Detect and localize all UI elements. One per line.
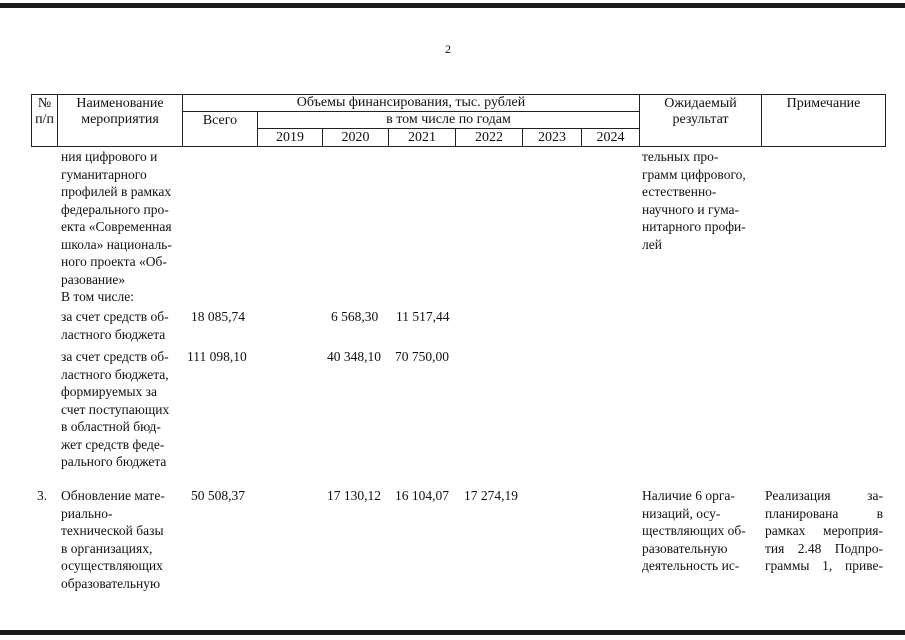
header-year-2022: 2022 [475, 130, 503, 145]
header-year-2020: 2020 [341, 130, 370, 145]
cont-result-line: научного и гума- [642, 201, 740, 217]
row3-2021: 16 104,07 [395, 488, 449, 503]
row3-result-line: разовательную [642, 540, 728, 556]
page-number: 2 [445, 42, 451, 56]
header-year-2019: 2019 [276, 130, 304, 145]
fed-budget-name-line: рального бюджета [61, 454, 167, 469]
reg-budget-2020: 6 568,30 [331, 309, 379, 324]
reg-budget-2021: 11 517,44 [396, 309, 450, 324]
fed-budget-name [61, 348, 169, 471]
header-year-2024: 2024 [596, 130, 625, 145]
row3-2020: 17 130,12 [327, 488, 381, 503]
row3-2022: 17 274,19 [464, 488, 518, 503]
row3-result-line: деятельность ис- [642, 558, 740, 573]
top-border-rule [0, 3, 905, 8]
header-no: № [37, 96, 52, 111]
cont-name-line: ния цифрового и [61, 149, 158, 164]
header-result-sub: результат [672, 112, 729, 127]
header-funding: Объемы финансирования, тыс. рублей [296, 95, 526, 110]
fed-budget-total: 111 098,10 [187, 349, 247, 364]
fed-budget-2021: 70 750,00 [395, 349, 449, 364]
cont-result [642, 148, 746, 253]
fed-budget-name-line: за счет средств об- [61, 349, 169, 364]
row3-result-line: Наличие 6 орга- [642, 488, 735, 503]
cont-name-line: разование» [61, 271, 126, 287]
cont-name-line: школа» националь- [61, 236, 172, 252]
cont-result-line: тельных про- [642, 149, 719, 164]
bottom-border-rule [0, 630, 905, 635]
cont-result-line: лей [642, 236, 662, 252]
cont-result-line: грамм цифрового, [642, 166, 746, 182]
fed-budget-name-line: ластного бюджета, [61, 366, 169, 382]
header-year-2021: 2021 [408, 130, 436, 145]
header-note: Примечание [786, 96, 861, 111]
reg-budget-total: 18 085,74 [191, 309, 245, 324]
fed-budget-name-line: формируемых за [61, 384, 158, 399]
reg-budget-name [61, 308, 169, 343]
row3-name-line: в организациях, [61, 540, 153, 556]
row3-name-line: технической базы [61, 523, 164, 538]
row3-note-line: рамках мероприя- [765, 523, 883, 538]
row3-number: 3. [37, 488, 48, 503]
row3-note [765, 487, 883, 575]
fed-budget-2020: 40 348,10 [327, 349, 381, 364]
including-label: В том числе: [61, 289, 134, 304]
cont-name-line: ного проекта «Об- [61, 254, 167, 269]
row3-result [642, 487, 746, 575]
header-total: Всего [202, 113, 238, 128]
row3-note-line: граммы 1, приве- [765, 558, 883, 573]
cont-name-line: профилей в рамках [61, 184, 172, 199]
header-year-2023: 2023 [538, 130, 566, 145]
row3-result-line: низаций, осу- [642, 505, 721, 521]
row3-note-line: планирована в [765, 505, 883, 521]
header-result: Ожидаемый [664, 96, 737, 111]
header-name: Наименование [76, 96, 164, 111]
row3-result-line: ществляющих об- [642, 523, 746, 538]
cont-name-line: гуманитарного [61, 166, 147, 182]
row3-name-line: Обновление мате- [61, 488, 165, 503]
row3-note-line: Реализация за- [765, 488, 883, 503]
reg-budget-name-line: ластного бюджета [61, 326, 166, 342]
fed-budget-name-line: в областной бюд- [61, 419, 161, 434]
header-by-years: в том числе по годам [386, 112, 511, 127]
row3-name-line: образовательную [61, 575, 161, 591]
row3-name [61, 487, 165, 592]
cont-result-line: нитарного профи- [642, 219, 746, 234]
header-name-sub: мероприятия [81, 112, 159, 127]
fed-budget-name-line: счет поступающих [61, 401, 170, 417]
cont-name-line: екта «Современная [61, 219, 172, 234]
cont-name [61, 148, 172, 288]
reg-budget-name-line: за счет средств об- [61, 309, 169, 324]
cont-result-line: естественно- [642, 184, 717, 199]
cont-name-line: федерального про- [61, 201, 169, 217]
row3-name-line: риально- [61, 505, 113, 521]
row3-note-line: тия 2.48 Подпро- [765, 540, 883, 556]
header-no-sub: п/п [35, 112, 54, 127]
row3-name-line: осуществляющих [61, 558, 163, 573]
row3-total: 50 508,37 [191, 488, 245, 503]
fed-budget-name-line: жет средств феде- [61, 436, 165, 452]
